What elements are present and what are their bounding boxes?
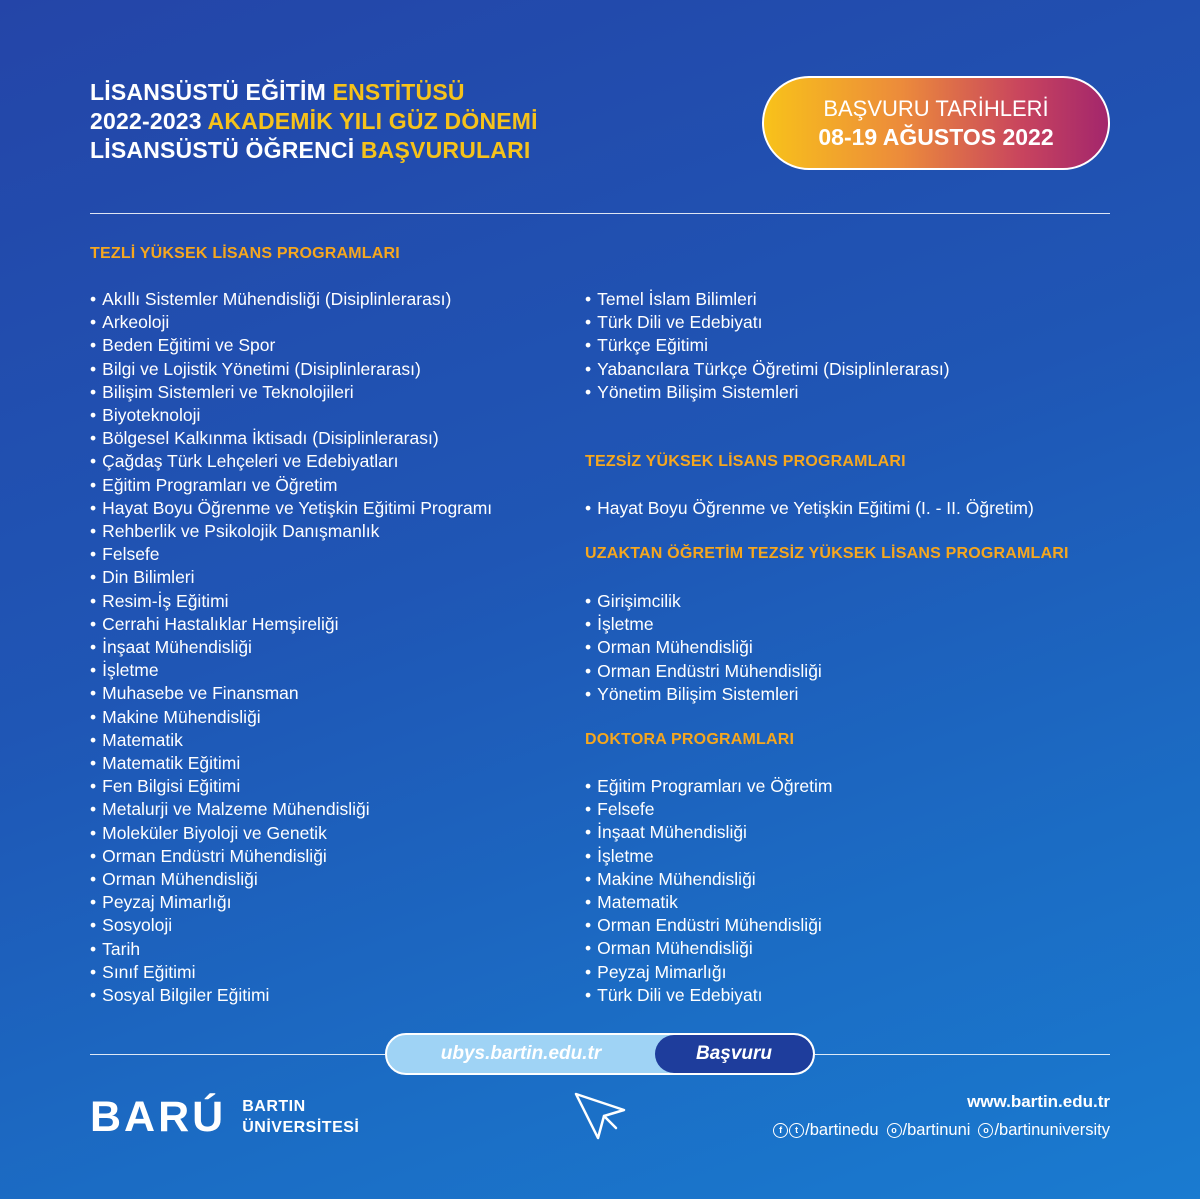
list-item: • Biyoteknoloji bbox=[90, 404, 492, 427]
list-item: • Hayat Boyu Öğrenme ve Yetişkin Eğitimi (I. - II. Öğretim) bbox=[585, 497, 1034, 520]
list-item: • Sosyoloji bbox=[90, 914, 492, 937]
instagram-icon: o bbox=[978, 1123, 993, 1138]
list-item: • Sosyal Bilgiler Eğitimi bbox=[90, 984, 492, 1007]
list-item: • Bölgesel Kalkınma İktisadı (Disiplinlerarası) bbox=[90, 427, 492, 450]
application-link[interactable] bbox=[385, 1033, 815, 1075]
list-item: • Felsefe bbox=[90, 543, 492, 566]
list-item: • Matematik bbox=[585, 891, 832, 914]
instagram-icon: o bbox=[887, 1123, 902, 1138]
section-title-uzaktan: UZAKTAN ÖĞRETİM TEZSİZ YÜKSEK LİSANS PROGRAMLARI bbox=[585, 545, 1069, 562]
list-item: • Din Bilimleri bbox=[90, 566, 492, 589]
list-item: • Temel İslam Bilimleri bbox=[585, 288, 950, 311]
social-handle-1[interactable]: /bartinedu bbox=[805, 1121, 879, 1139]
list-item: • Resim-İş Eğitimi bbox=[90, 590, 492, 613]
logo-mark: BARÚ bbox=[90, 1093, 227, 1141]
list-item: • Yönetim Bilişim Sistemleri bbox=[585, 381, 950, 404]
twitter-icon: t bbox=[789, 1123, 804, 1138]
social-links bbox=[773, 1119, 1110, 1141]
list-item: • Makine Mühendisliği bbox=[585, 868, 832, 891]
list-item: • Türkçe Eğitimi bbox=[585, 334, 950, 357]
list-item: • Rehberlik ve Psikolojik Danışmanlık bbox=[90, 520, 492, 543]
facebook-icon: f bbox=[773, 1123, 788, 1138]
list-item: • İşletme bbox=[585, 845, 832, 868]
tezsiz-list bbox=[585, 497, 1034, 520]
contact-info bbox=[773, 1091, 1110, 1141]
list-item: • Eğitim Programları ve Öğretim bbox=[90, 474, 492, 497]
list-item: • İşletme bbox=[90, 659, 492, 682]
dates-range: 08-19 AĞUSTOS 2022 bbox=[818, 124, 1054, 150]
application-url[interactable]: ubys.bartin.edu.tr bbox=[440, 1043, 602, 1064]
list-item: • Cerrahi Hastalıklar Hemşireliği bbox=[90, 613, 492, 636]
application-dates-badge bbox=[762, 76, 1110, 170]
list-item: • Muhasebe ve Finansman bbox=[90, 682, 492, 705]
list-item: • Türk Dili ve Edebiyatı bbox=[585, 311, 950, 334]
list-item: • Akıllı Sistemler Mühendisliği (Disiplinlerarası) bbox=[90, 288, 492, 311]
logo-name: BARTIN ÜNİVERSİTESİ bbox=[242, 1098, 360, 1136]
list-item: • Moleküler Biyoloji ve Genetik bbox=[90, 822, 492, 845]
list-item: • Orman Endüstri Mühendisliği bbox=[585, 914, 832, 937]
section-title-tezli: TEZLİ YÜKSEK LİSANS PROGRAMLARI bbox=[90, 245, 400, 262]
list-item: • Yabancılara Türkçe Öğretimi (Disiplinlerarası) bbox=[585, 358, 950, 381]
list-item: • Yönetim Bilişim Sistemleri bbox=[585, 683, 822, 706]
list-item: • Girişimcilik bbox=[585, 590, 822, 613]
uzaktan-list bbox=[585, 590, 822, 706]
list-item: • Bilgi ve Lojistik Yönetimi (Disiplinlerarası) bbox=[90, 358, 492, 381]
cursor-arrow-icon bbox=[570, 1084, 630, 1144]
list-item: • İnşaat Mühendisliği bbox=[585, 821, 832, 844]
bottom-divider-right bbox=[815, 1054, 1110, 1055]
list-item: • Felsefe bbox=[585, 798, 832, 821]
list-item: • İşletme bbox=[585, 613, 822, 636]
list-item: • Sınıf Eğitimi bbox=[90, 961, 492, 984]
list-item: • Fen Bilgisi Eğitimi bbox=[90, 775, 492, 798]
social-handle-2[interactable]: /bartinuni bbox=[902, 1121, 971, 1139]
university-logo bbox=[90, 1094, 359, 1140]
bottom-divider-left bbox=[90, 1054, 385, 1055]
list-item: • Arkeoloji bbox=[90, 311, 492, 334]
website-link[interactable]: www.bartin.edu.tr bbox=[967, 1092, 1110, 1111]
list-item: • Peyzaj Mimarlığı bbox=[585, 961, 832, 984]
title-line-3: LİSANSÜSTÜ ÖĞRENCİ BAŞVURULARI bbox=[90, 137, 531, 163]
list-item: • Orman Endüstri Mühendisliği bbox=[585, 660, 822, 683]
list-item: • Tarih bbox=[90, 938, 492, 961]
tezli-list-col2 bbox=[585, 288, 950, 404]
list-item: • İnşaat Mühendisliği bbox=[90, 636, 492, 659]
section-title-tezsiz: TEZSİZ YÜKSEK LİSANS PROGRAMLARI bbox=[585, 453, 906, 470]
list-item: • Orman Mühendisliği bbox=[585, 636, 822, 659]
list-item: • Hayat Boyu Öğrenme ve Yetişkin Eğitimi Programı bbox=[90, 497, 492, 520]
tezli-list-col1 bbox=[90, 288, 492, 1007]
list-item: • Beden Eğitimi ve Spor bbox=[90, 334, 492, 357]
title-line-1: LİSANSÜSTÜ EĞİTİM ENSTİTÜSÜ bbox=[90, 79, 465, 105]
list-item: • Eğitim Programları ve Öğretim bbox=[585, 775, 832, 798]
top-divider bbox=[90, 213, 1110, 214]
page-title bbox=[90, 78, 538, 165]
list-item: • Peyzaj Mimarlığı bbox=[90, 891, 492, 914]
list-item: • Orman Mühendisliği bbox=[585, 937, 832, 960]
doktora-list bbox=[585, 775, 832, 1007]
dates-label: BAŞVURU TARİHLERİ bbox=[823, 96, 1049, 121]
list-item: • Türk Dili ve Edebiyatı bbox=[585, 984, 832, 1007]
list-item: • Matematik Eğitimi bbox=[90, 752, 492, 775]
list-item: • Orman Endüstri Mühendisliği bbox=[90, 845, 492, 868]
list-item: • Metalurji ve Malzeme Mühendisliği bbox=[90, 798, 492, 821]
list-item: • Makine Mühendisliği bbox=[90, 706, 492, 729]
list-item: • Çağdaş Türk Lehçeleri ve Edebiyatları bbox=[90, 450, 492, 473]
social-handle-3[interactable]: /bartinuniversity bbox=[994, 1121, 1110, 1139]
list-item: • Orman Mühendisliği bbox=[90, 868, 492, 891]
list-item: • Bilişim Sistemleri ve Teknolojileri bbox=[90, 381, 492, 404]
title-line-2: 2022-2023 AKADEMİK YILI GÜZ DÖNEMİ bbox=[90, 108, 538, 134]
apply-button[interactable]: Başvuru bbox=[655, 1035, 813, 1073]
section-title-doktora: DOKTORA PROGRAMLARI bbox=[585, 731, 795, 748]
list-item: • Matematik bbox=[90, 729, 492, 752]
